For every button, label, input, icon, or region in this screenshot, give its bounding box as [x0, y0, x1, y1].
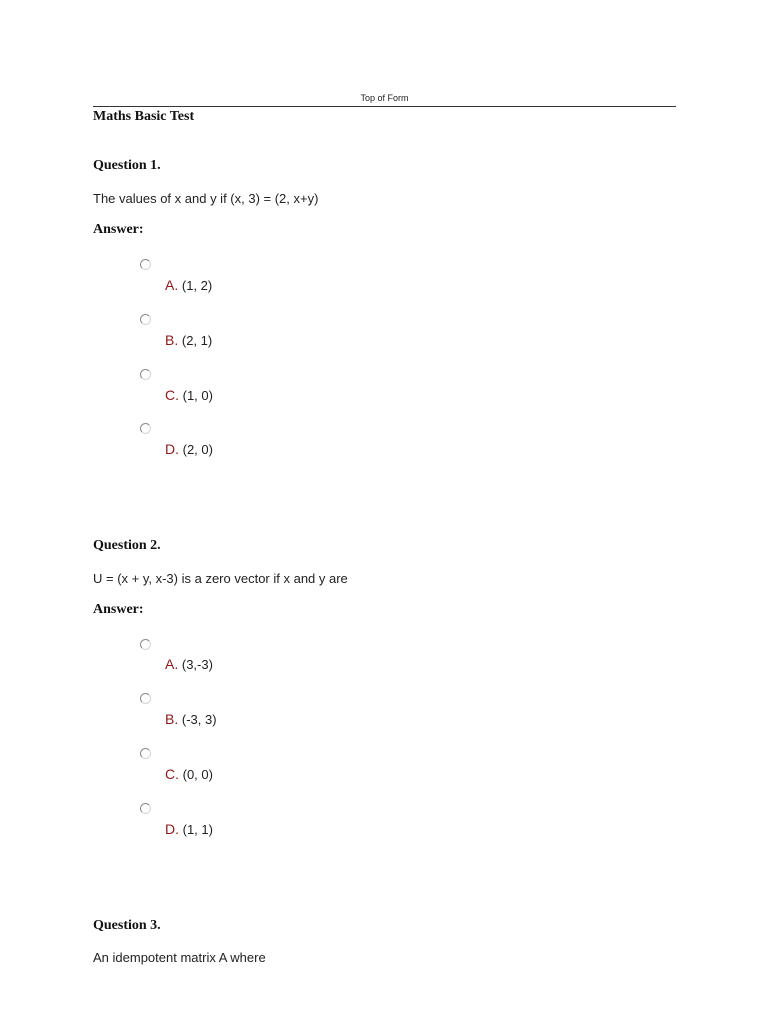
question-1-option-c-radio[interactable] — [140, 369, 151, 380]
option-letter: D. — [165, 441, 179, 457]
question-2-option-d-radio[interactable] — [140, 803, 151, 814]
question-1-option-d-radio[interactable] — [140, 423, 151, 434]
question-1-option-a-radio[interactable] — [140, 259, 151, 270]
question-2-option-c-radio[interactable] — [140, 748, 151, 759]
option-text: (2, 0) — [182, 442, 213, 457]
question-2-option-b — [165, 711, 217, 727]
question-1-option-b-radio[interactable] — [140, 314, 151, 325]
question-1-option-d — [165, 441, 213, 457]
test-title: Maths Basic Test — [93, 109, 195, 124]
option-text: (1, 1) — [182, 822, 213, 837]
question-2-text: U = (x + y, x-3) is a zero vector if x and y are — [93, 571, 348, 586]
question-1-option-b — [165, 332, 212, 348]
option-letter: A. — [165, 277, 179, 293]
top-of-form-label: Top of Form — [360, 93, 409, 103]
top-of-form-rule — [93, 92, 676, 107]
question-3-heading: Question 3. — [93, 918, 161, 933]
question-1-answer-label: Answer: — [93, 222, 144, 237]
question-2-option-c — [165, 766, 213, 782]
option-text: (2, 1) — [181, 333, 213, 348]
option-text: (-3, 3) — [181, 712, 217, 727]
option-letter: B. — [165, 711, 179, 727]
option-letter: A. — [165, 656, 179, 672]
option-letter: D. — [165, 821, 179, 837]
option-letter: C. — [165, 766, 179, 782]
question-1-text: The values of x and y if (x, 3) = (2, x+y) — [93, 191, 319, 206]
question-2-option-a-radio[interactable] — [140, 639, 151, 650]
option-text: (0, 0) — [182, 767, 213, 782]
question-1-option-c — [165, 387, 213, 403]
question-2-answer-label: Answer: — [93, 602, 144, 617]
question-2-heading: Question 2. — [93, 538, 161, 553]
question-1-heading: Question 1. — [93, 158, 161, 173]
option-text: (1, 2) — [181, 278, 213, 293]
question-3-text: An idempotent matrix A where — [93, 950, 266, 965]
option-letter: C. — [165, 387, 179, 403]
question-2-option-d — [165, 821, 213, 837]
option-text: (3,-3) — [181, 657, 213, 672]
question-1-option-a — [165, 277, 212, 293]
question-2-option-a — [165, 656, 213, 672]
option-text: (1, 0) — [182, 388, 213, 403]
option-letter: B. — [165, 332, 179, 348]
question-2-option-b-radio[interactable] — [140, 693, 151, 704]
